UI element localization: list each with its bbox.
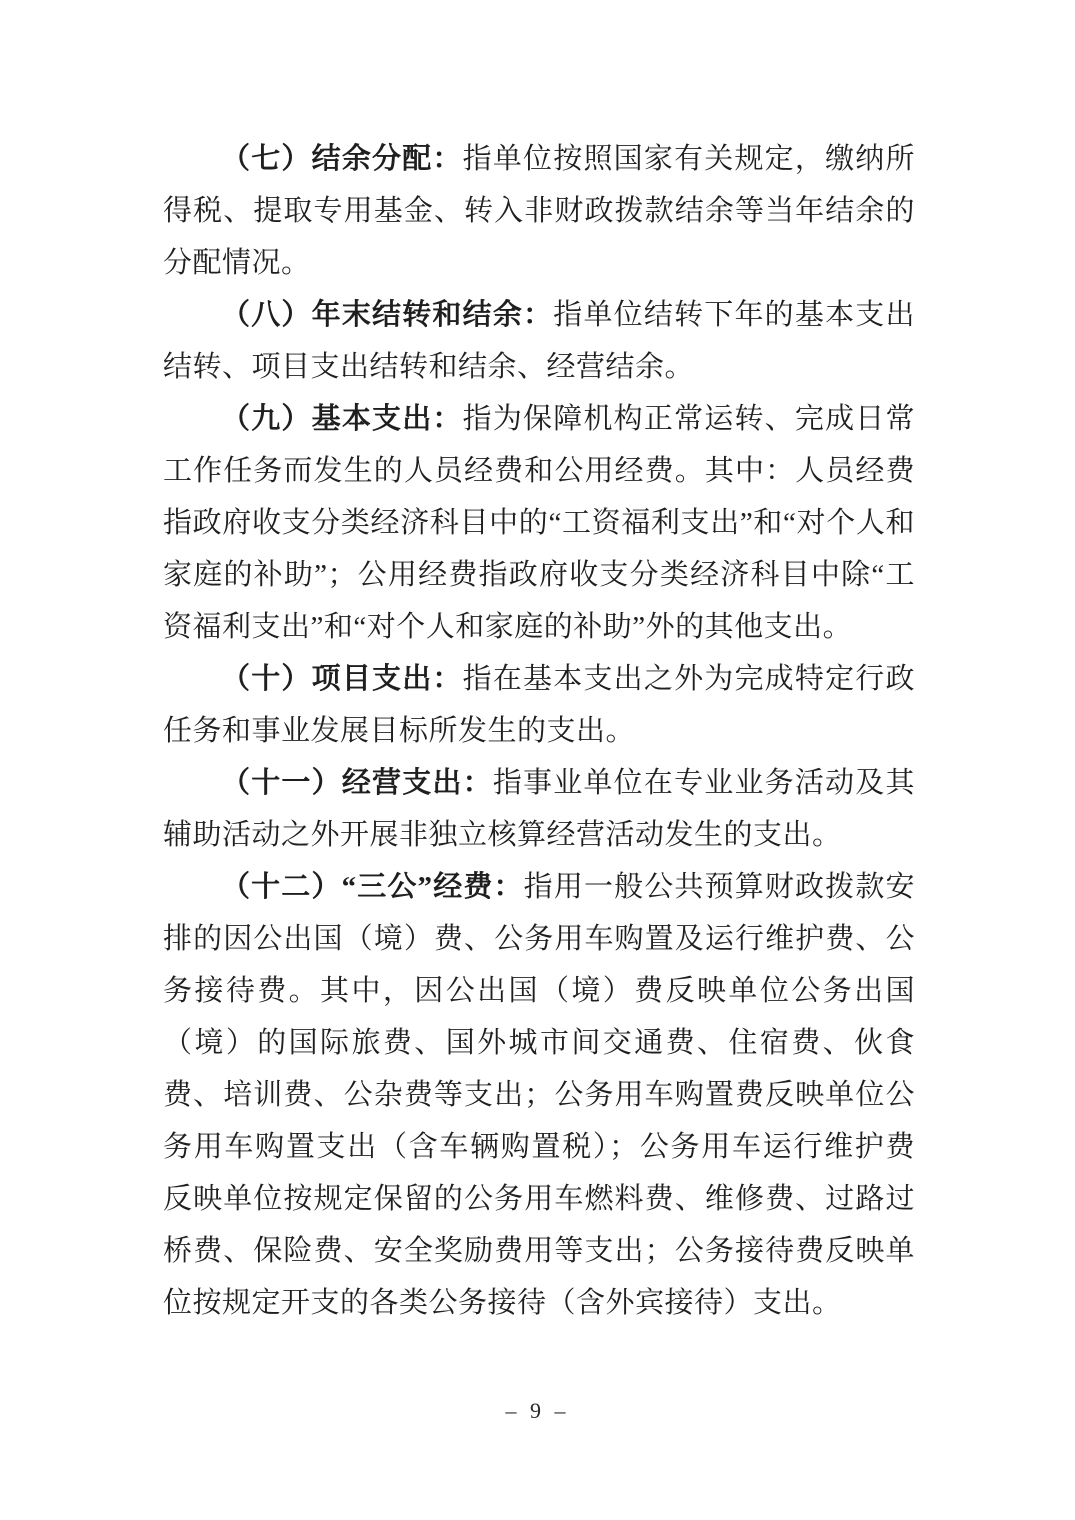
paragraph-heading: （七）结余分配：	[221, 143, 463, 175]
paragraph-heading: （八）年末结转和结余：	[221, 299, 554, 331]
paragraph-11-operating-expenditure	[163, 757, 915, 861]
paragraph-text: 指单位结转下年的基本支出结转、项目支出结转和结余、经营结余。	[163, 299, 915, 383]
paragraph-heading: （十一）经营支出：	[221, 767, 493, 799]
paragraph-heading: （九）基本支出：	[221, 403, 463, 435]
page-number: – 9 –	[505, 1398, 570, 1423]
paragraph-10-project-expenditure	[163, 653, 915, 757]
paragraph-text: 指为保障机构正常运转、完成日常工作任务而发生的人员经费和公用经费。其中：人员经费指政府收支分类经济科目中的“工资福利支出”和“对个人和家庭的补助”；公用经费指政府收支分类经济科目中除“工资福利支出”和“对个人和家庭的补助”外的其他支出。	[163, 403, 915, 643]
paragraph-text: 指事业单位在专业业务活动及其辅助活动之外开展非独立核算经营活动发生的支出。	[163, 767, 915, 851]
paragraph-text: 指用一般公共预算财政拨款安排的因公出国（境）费、公务用车购置及运行维护费、公务接待费。其中，因公出国（境）费反映单位公务出国（境）的国际旅费、国外城市间交通费、住宿费、伙食费、培训费、公杂费等支出；公务用车购置费反映单位公务用车购置支出（含车辆购置税）；公务用车运行维护费反映单位按规定保留的公务用车燃料费、维修费、过路过桥费、保险费、安全奖励费用等支出；公务接待费反映单位按规定开支的各类公务接待（含外宾接待）支出。	[163, 871, 915, 1319]
paragraph-text: 指在基本支出之外为完成特定行政任务和事业发展目标所发生的支出。	[163, 663, 915, 747]
paragraph-9-basic-expenditure	[163, 393, 915, 653]
paragraph-heading: （十）项目支出：	[221, 663, 463, 695]
paragraph-7-surplus-distribution	[163, 133, 915, 289]
paragraph-8-year-end-carryover	[163, 289, 915, 393]
paragraph-heading: （十二）“三公”经费：	[221, 871, 524, 903]
paragraph-text: 指单位按照国家有关规定，缴纳所得税、提取专用基金、转入非财政拨款结余等当年结余的分配情况。	[163, 143, 915, 279]
paragraph-12-three-public-funds	[163, 861, 915, 1329]
document-body	[163, 133, 915, 1329]
